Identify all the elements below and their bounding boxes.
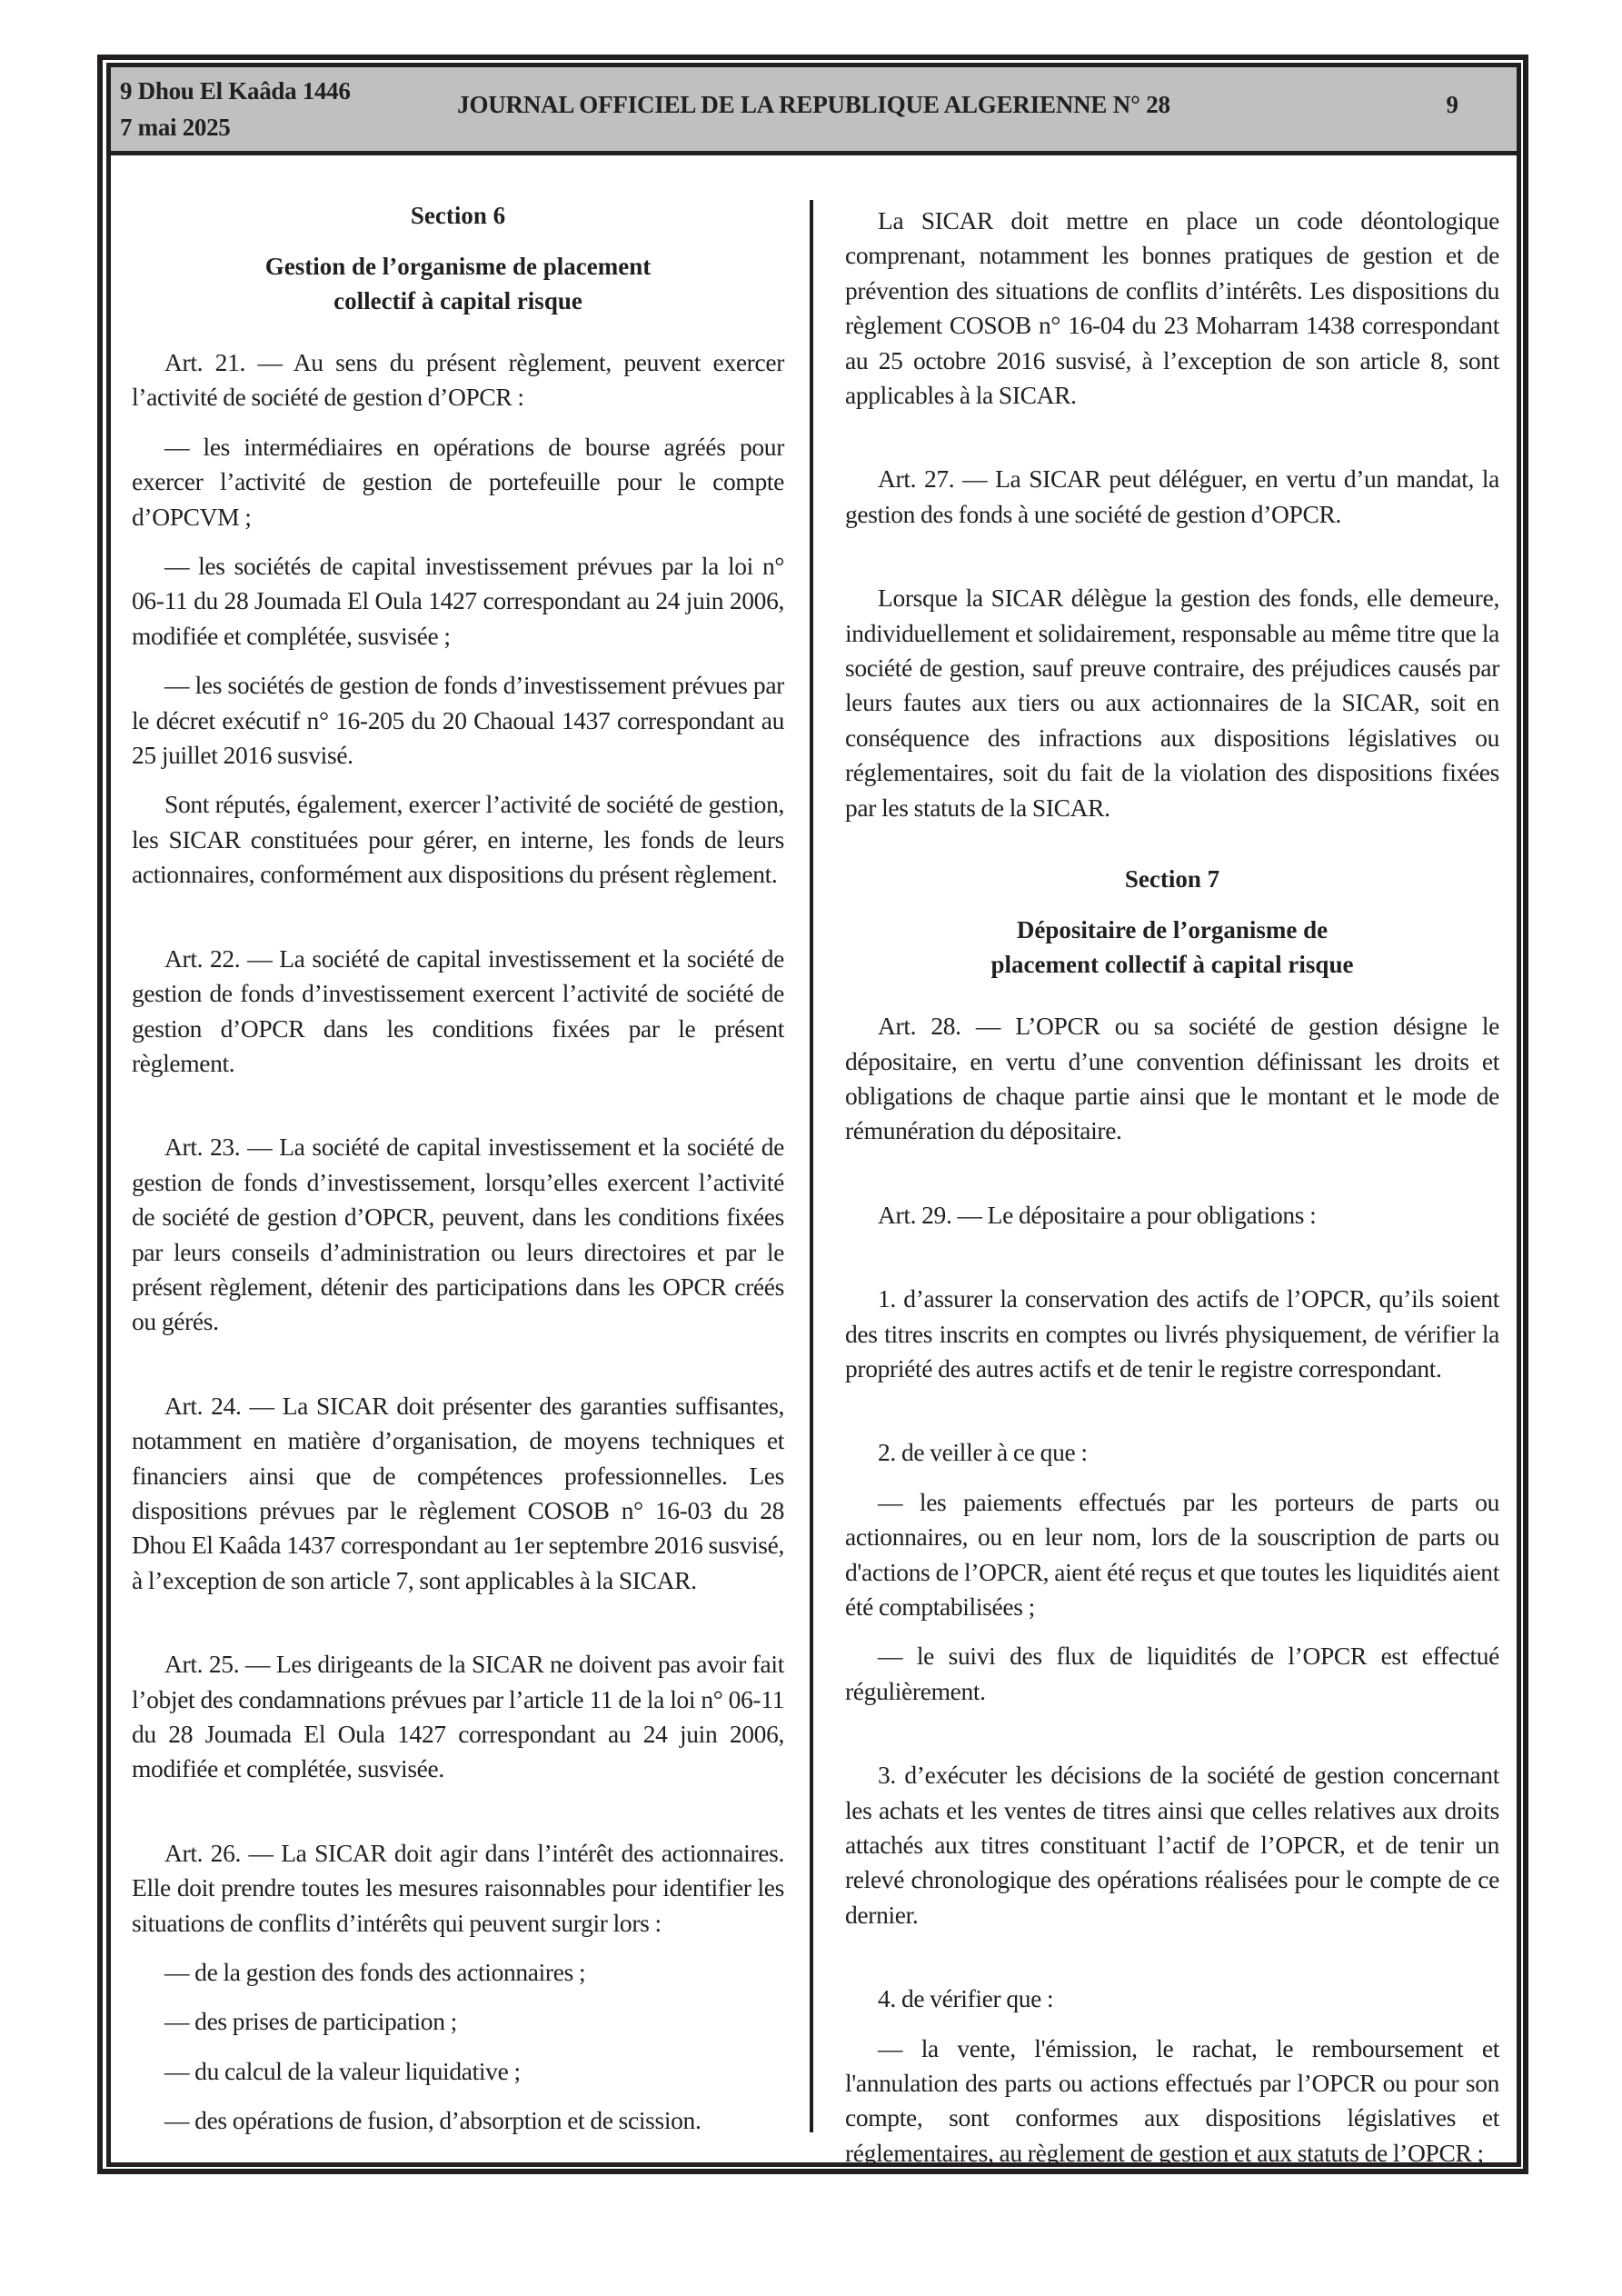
list-item: — des opérations de fusion, d’absorption et de scission. (164, 2106, 702, 2135)
article-28: Art. 28. — L’OPCR ou sa société de gestion désigne le dépositaire, en vertu d’une convention définissant les droits et obligations de chaque partie ainsi que le montant et le mode de rémunération du dépositaire. (845, 1012, 1499, 1145)
list-item: — du calcul de la valeur liquidative ; (164, 2056, 521, 2085)
list-item: 4. de vérifier que : (878, 1984, 1054, 2013)
journal-title: JOURNAL OFFICIEL DE LA REPUBLIQUE ALGERIENNE N° 28 (457, 91, 1170, 118)
hijri-date: 9 Dhou El Kaâda 1446 (120, 77, 351, 105)
article-23: Art. 23. — La société de capital investissement et la société de gestion de fonds d’investissement, lorsqu’elles exercent l’activité de société de gestion d’OPCR, peuvent, dans les conditions fixées par leurs conseils d’administration ou leurs directoires et par le présent règlement, détenir des participations dans les OPCR créés ou gérés. (132, 1133, 784, 1336)
article-29: Art. 29. — Le dépositaire a pour obligations : (878, 1200, 1317, 1229)
article-24: Art. 24. — La SICAR doit présenter des garanties suffisantes, notamment en matière d’organisation, de moyens techniques et financiers ainsi que de compétences professionnelles. Les dispositions prévues par le règlement COSOB n° 16-03 du 28 Dhou El Kaâda 1437 correspondant au 1er septembre 2016 susvisé, à l’exception de son article 7, sont applicables à la SICAR. (132, 1391, 784, 1594)
section-7-title-line-2: placement collectif à capital risque (990, 951, 1354, 979)
section-6-title-line-2: collectif à capital risque (333, 287, 582, 314)
list-item: — le suivi des flux de liquidités de l’OPCR est effectué régulièrement. (845, 1642, 1499, 1705)
list-item: 3. d’exécuter les décisions de la société de gestion concernant les achats et les ventes de titres ainsi que celles relatives aux droits attachés aux titres constituant l’actif de l’OPCR, et de tenir un relevé chronologique des opérations réalisées pour le compte de ce dernier. (845, 1761, 1499, 1929)
paragraph: La SICAR doit mettre en place un code déontologique comprenant, notamment les bonnes pratiques de gestion et de prévention des situations de conflits d’intérêts. Les dispositions du règlement COSOB n° 16-04 du 23 Moharram 1438 correspondant au 25 octobre 2016 susvisé, à l’exception de son article 8, sont applicables à la SICAR. (845, 206, 1499, 410)
list-item: — les paiements effectués par les porteurs de parts ou actionnaires, ou en leur nom, lors de la souscription de parts ou d'actions de l’OPCR, aient été reçus et que toutes les liquidités aient été comptabilisées ; (845, 1487, 1499, 1621)
article-25: Art. 25. — Les dirigeants de la SICAR ne doivent pas avoir fait l’objet des condamnations prévues par l’article 11 de la loi n° 06-11 du 28 Joumada El Oula 1427 correspondant au 24 juin 2006, modifiée et complétée, susvisée. (132, 1650, 784, 1783)
section-7-title-line-1: Dépositaire de l’organisme de (1016, 916, 1328, 944)
list-item: 2. de veiller à ce que : (878, 1438, 1088, 1467)
paragraph: Lorsque la SICAR délègue la gestion des fonds, elle demeure, individuellement et solidairement, responsable au même titre que la société de gestion, sauf preuve contraire, des préjudices causés par leurs fautes aux tiers ou aux actionnaires de la SICAR, soit en conséquence des infractions aux dispositions législatives ou réglementaires, soit du fait de la violation des dispositions fixées par les statuts de la SICAR. (845, 584, 1499, 822)
column-divider (810, 200, 813, 2132)
list-item: — des prises de participation ; (164, 2007, 457, 2036)
list-item: 1. d’assurer la conservation des actifs de l’OPCR, qu’ils soient des titres inscrits en comptes ou livrés physiquement, de vérifier la propriété des autres actifs et de tenir le registre correspondant. (845, 1284, 1499, 1383)
section-7-heading: Section 7 (1124, 865, 1220, 893)
section-6-title (132, 249, 784, 318)
left-column (132, 191, 784, 2139)
article-21: Art. 21. — Au sens du présent règlement, peuvent exercer l’activité de société de gestion d’OPCR : (132, 348, 784, 412)
gregorian-date: 7 mai 2025 (120, 114, 231, 141)
page-number: 9 (1446, 91, 1458, 118)
article-22: Art. 22. — La société de capital investissement et la société de gestion de fonds d’investissement exercent l’activité de société de gestion d’OPCR dans les conditions fixées par le présent règlement. (132, 943, 784, 1077)
page-header (111, 67, 1517, 155)
list-item: — de la gestion des fonds des actionnaires ; (164, 1958, 586, 1987)
paragraph: Sont réputés, également, exercer l’activité de société de gestion, les SICAR constituées pour gérer, en interne, les fonds de leurs actionnaires, conformément aux dispositions du présent règlement. (132, 790, 784, 889)
list-item: — les intermédiaires en opérations de bourse agréés pour exercer l’activité de gestion de portefeuille pour le compte d’OPCVM ; (132, 432, 784, 531)
list-item: — les sociétés de gestion de fonds d’investissement prévues par le décret exécutif n° 16-205 du 20 Chaoual 1437 correspondant au 25 juillet 2016 susvisé. (132, 671, 784, 770)
article-26: Art. 26. — La SICAR doit agir dans l’intérêt des actionnaires. Elle doit prendre toutes les mesures raisonnables pour identifier les situations de conflits d’intérêts qui peuvent surgir lors : (132, 1838, 784, 1937)
list-item: — les sociétés de capital investissement prévues par la loi n° 06-11 du 28 Joumada El Oula 1427 correspondant au 24 juin 2006, modifiée et complétée, susvisée ; (132, 552, 784, 650)
section-6-heading: Section 6 (410, 202, 506, 229)
section-7-title (845, 913, 1499, 982)
section-6-title-line-1: Gestion de l’organisme de placement (264, 253, 652, 280)
article-27: Art. 27. — La SICAR peut déléguer, en vertu d’un mandat, la gestion des fonds à une société de gestion d’OPCR. (845, 464, 1499, 528)
list-item: — la vente, l'émission, le rachat, le remboursement et l'annulation des parts ou actions effectués par l’OPCR ou pour son compte, sont conformes aux dispositions législatives et réglementaires, au règlement de gestion et aux statuts de l’OPCR ; (845, 2033, 1499, 2167)
right-column (845, 191, 1499, 2171)
